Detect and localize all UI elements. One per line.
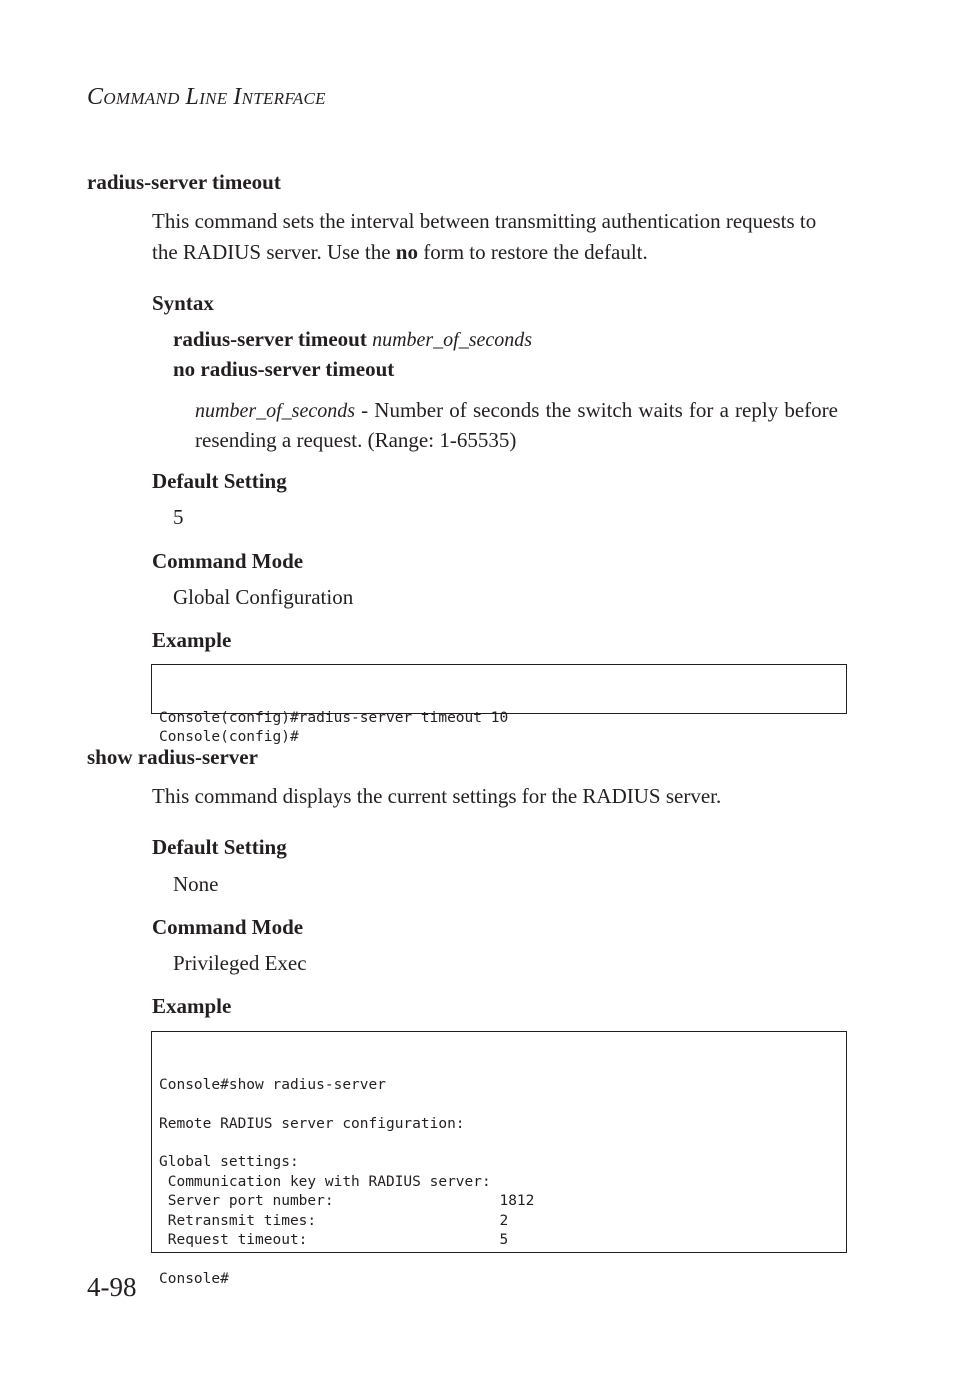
running-head-rest-3: NTERFACE bbox=[241, 89, 326, 108]
code-line: Server port number: 1812 bbox=[159, 1193, 535, 1210]
command-mode-heading-1: Command Mode bbox=[152, 549, 304, 573]
section1-desc-bold: no bbox=[395, 240, 418, 264]
example-code-block-1 bbox=[151, 664, 847, 746]
section2-description: This command displays the current settings for the RADIUS server. bbox=[152, 784, 722, 808]
default-setting-value-1: 5 bbox=[173, 505, 184, 529]
syntax-command-2: no radius-server timeout bbox=[173, 357, 395, 381]
code-line: Global settings: bbox=[159, 1154, 299, 1171]
running-head-initial-1: C bbox=[87, 84, 104, 110]
default-setting-heading-2: Default Setting bbox=[152, 835, 287, 859]
code-line bbox=[159, 1250, 839, 1269]
command-mode-heading-2: Command Mode bbox=[152, 915, 304, 939]
syntax-param-1: number_of_seconds bbox=[372, 329, 533, 351]
example-heading-1: Example bbox=[152, 628, 232, 652]
page-number: 4-98 bbox=[87, 1272, 137, 1302]
syntax-heading: Syntax bbox=[152, 291, 214, 315]
default-setting-heading-1: Default Setting bbox=[152, 469, 287, 493]
parameter-text: - Number of seconds the switch waits for a reply before resending a request. (Range: 1-65535) bbox=[195, 398, 838, 452]
default-setting-value-2: None bbox=[173, 872, 219, 896]
code-line bbox=[159, 1134, 839, 1153]
code-line: Request timeout: 5 bbox=[159, 1231, 509, 1248]
code-line: Communication key with RADIUS server: bbox=[159, 1173, 491, 1190]
section1-description bbox=[152, 206, 842, 268]
code-line bbox=[159, 1095, 839, 1114]
section-title-radius-server-timeout: radius-server timeout bbox=[87, 170, 281, 194]
running-head bbox=[87, 84, 326, 111]
code-line: Console(config)#radius-server timeout 10 bbox=[159, 709, 509, 726]
code-line: Remote RADIUS server configuration: bbox=[159, 1115, 465, 1132]
command-mode-value-1: Global Configuration bbox=[173, 585, 354, 609]
code-line: Console# bbox=[159, 1270, 229, 1287]
parameter-description bbox=[195, 396, 838, 455]
syntax-line-2 bbox=[173, 357, 394, 382]
running-head-rest-2: INE bbox=[199, 89, 228, 108]
section1-desc-part-a: This command sets the interval between transmitting authentication requests to the RADIUS server. Use the bbox=[152, 209, 817, 264]
section1-desc-part-b: form to restore the default. bbox=[417, 240, 648, 264]
code-line: Console(config)# bbox=[159, 729, 299, 746]
section-title-show-radius-server: show radius-server bbox=[87, 745, 258, 769]
syntax-line-1 bbox=[173, 327, 532, 352]
running-head-rest-1: OMMAND bbox=[103, 89, 180, 108]
parameter-name: number_of_seconds bbox=[195, 400, 355, 422]
code-line: Retransmit times: 2 bbox=[159, 1212, 509, 1229]
running-head-initial-2: L bbox=[185, 84, 200, 110]
command-mode-value-2: Privileged Exec bbox=[173, 951, 307, 975]
syntax-command-1: radius-server timeout bbox=[173, 327, 367, 351]
example-code-block-2 bbox=[151, 1031, 847, 1287]
code-line: Console#show radius-server bbox=[159, 1076, 386, 1093]
example-heading-2: Example bbox=[152, 994, 232, 1018]
running-head-initial-3: I bbox=[233, 84, 242, 110]
